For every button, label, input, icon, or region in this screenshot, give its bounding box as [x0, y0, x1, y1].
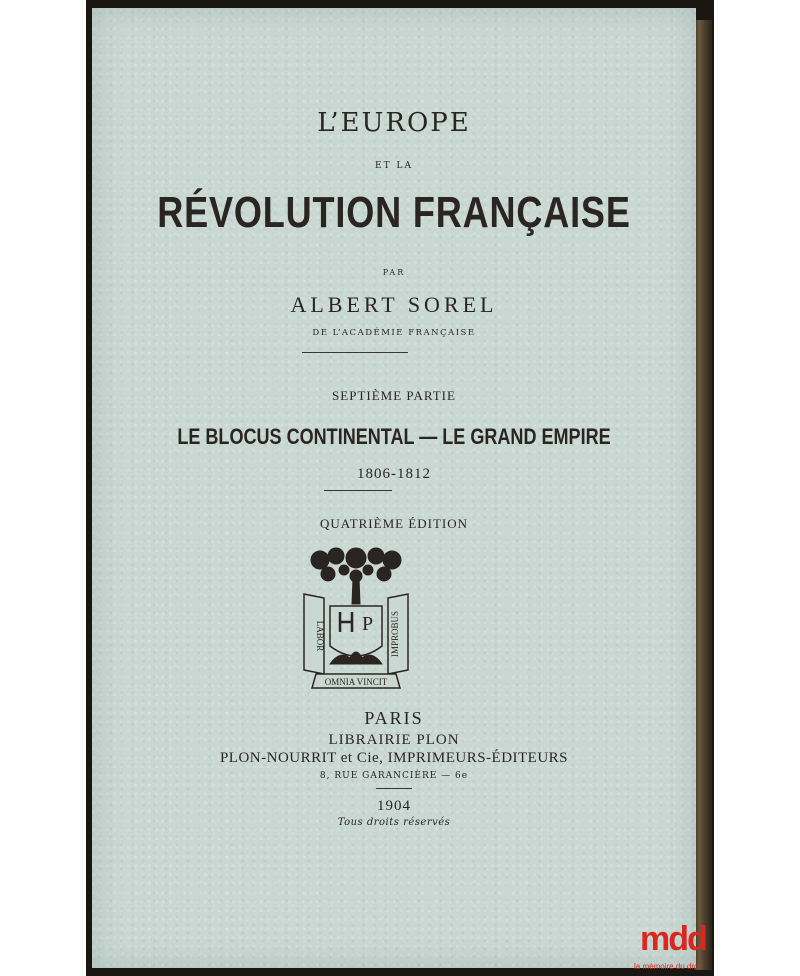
date-range: 1806-1812	[357, 466, 431, 482]
watermark	[634, 920, 720, 972]
main-title: RÉVOLUTION FRANÇAISE	[157, 188, 631, 237]
edition-label: QUATRIÈME ÉDITION	[319, 516, 469, 531]
title-page	[92, 8, 696, 968]
by-label: PAR	[382, 268, 406, 277]
title-line-1: L’EUROPE	[317, 108, 471, 138]
rights-notice: Tous droits réservés	[337, 817, 451, 828]
emblem-motto-left: LABOR	[315, 620, 325, 652]
emblem-motto-bottom: OMNIA VINCIT	[324, 677, 388, 687]
divider-rule	[324, 490, 392, 491]
imprint-city: PARIS	[364, 708, 424, 728]
imprint-publisher: LIBRAIRIE PLON	[328, 732, 460, 748]
imprint-printer: PLON-NOURRIT et Cie, IMPRIMEURS-ÉDITEURS	[219, 750, 569, 766]
divider-rule	[302, 352, 408, 353]
author-affiliation: DE L’ACADÉMIE FRANÇAISE	[312, 328, 476, 338]
publisher-emblem	[300, 546, 412, 696]
title-connector: ET LA	[375, 161, 413, 171]
part-label: SEPTIÈME PARTIE	[332, 388, 456, 403]
page-edges	[694, 20, 712, 970]
imprint-address: 8, RUE GARANCIÈRE — 6e	[319, 771, 469, 781]
watermark-caption: la mémoire du droit	[634, 962, 703, 971]
watermark-logo: mdd	[640, 920, 706, 958]
emblem-motto-right: IMPROBUS	[390, 610, 400, 658]
author-name: ALBERT SOREL	[290, 292, 498, 317]
divider-rule	[376, 788, 412, 789]
emblem-monogram: P	[362, 613, 374, 635]
publication-year: 1904	[377, 798, 411, 814]
volume-subtitle: LE BLOCUS CONTINENTAL — LE GRAND EMPIRE	[177, 424, 611, 449]
